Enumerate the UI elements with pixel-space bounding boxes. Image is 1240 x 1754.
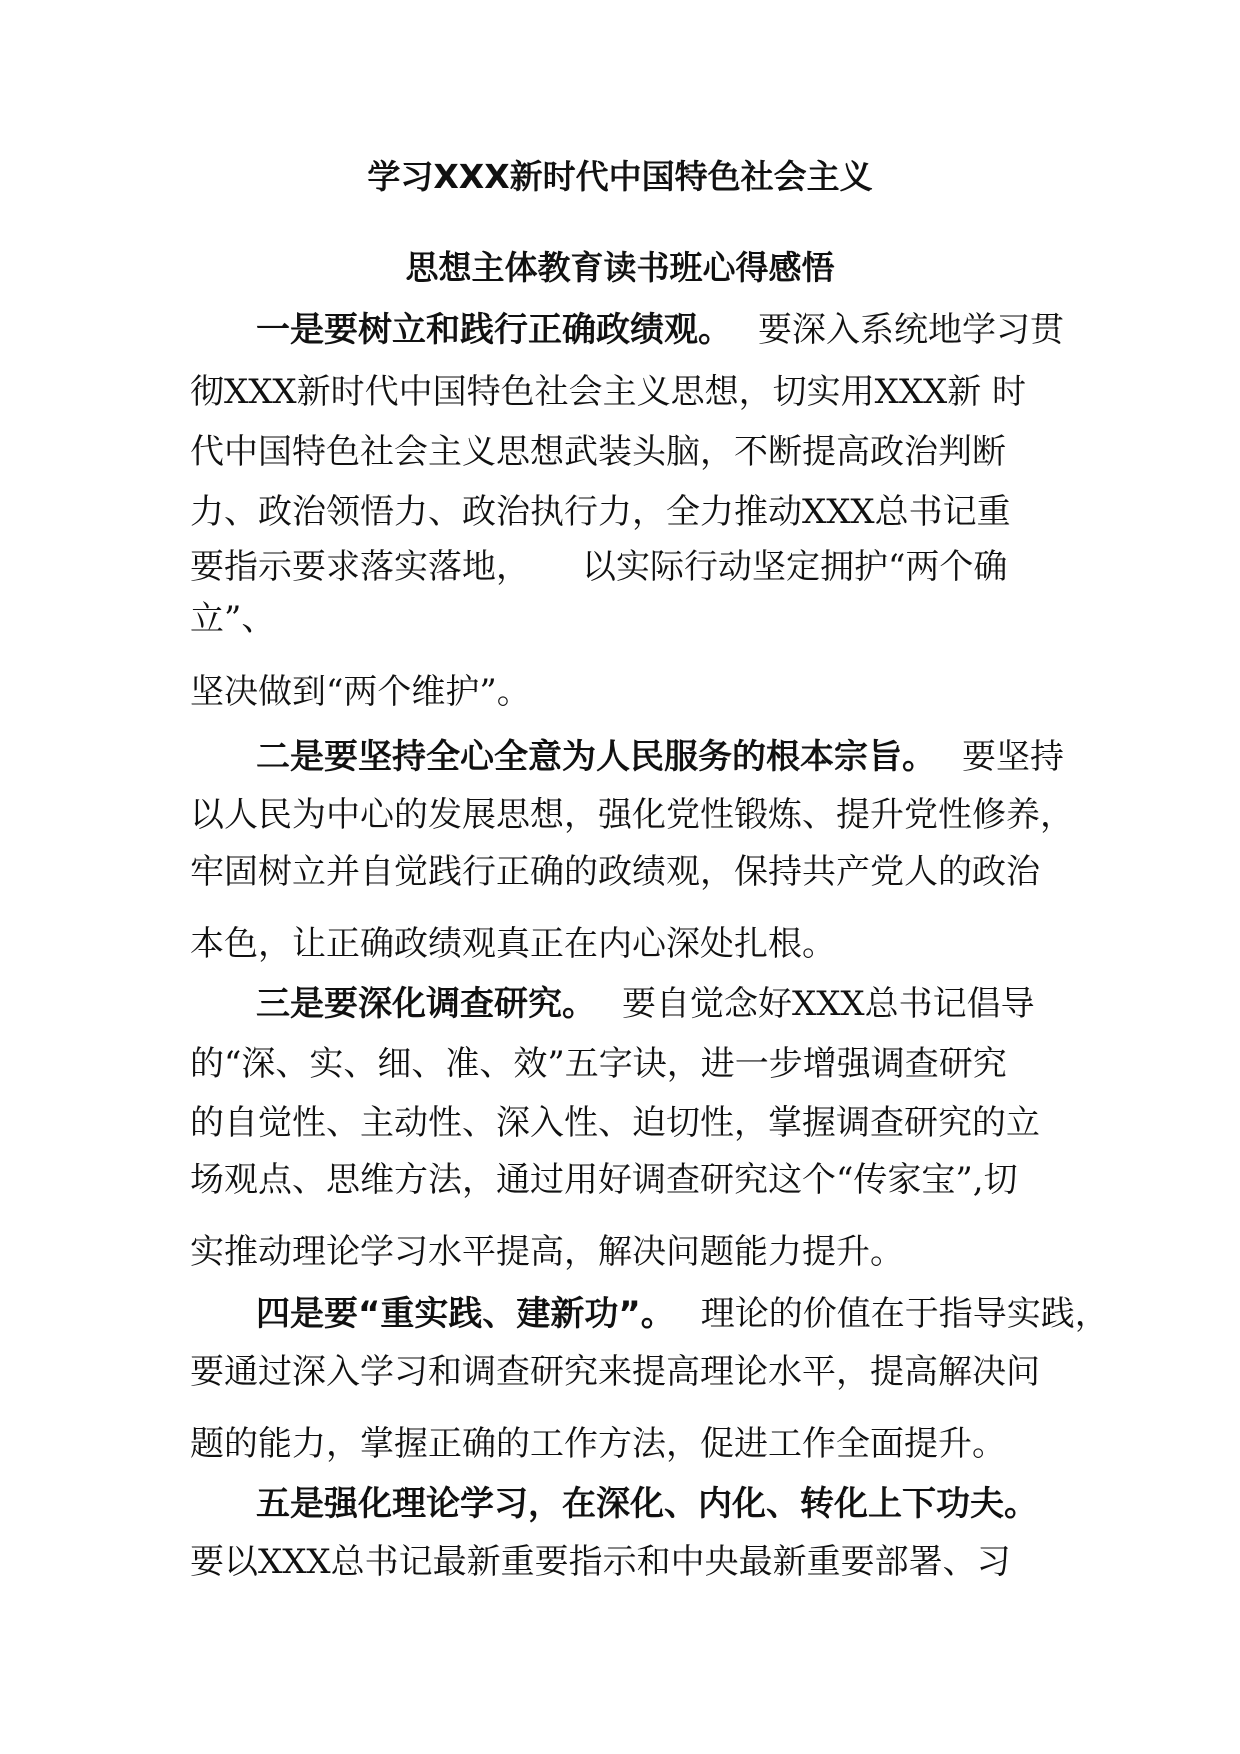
paragraph-3-line-3: 的自觉性、主动性、深入性、迫切性，掌握调查研究的立 bbox=[190, 1103, 1040, 1143]
paragraph-3-line-4: 场观点、思维方法，通过用好调查研究这个“传家宝”,切 bbox=[190, 1160, 1018, 1200]
paragraph-1-line-5 bbox=[190, 545, 1007, 589]
document-title-line-2: 思想主体教育读书班心得感悟 bbox=[405, 248, 835, 287]
paragraph-1-line-3: 代中国特色社会主义思想武装头脑，不断提高政治判断 bbox=[190, 432, 1006, 472]
paragraph-3-line-1 bbox=[256, 982, 1035, 1026]
paragraph-4-line-3: 题的能力，掌握正确的工作方法，促进工作全面提升。 bbox=[190, 1424, 1006, 1464]
paragraph-1-line-5-a: 要指示要求落实落地， bbox=[190, 547, 530, 587]
paragraph-4-line-2: 要通过深入学习和调查研究来提高理论水平，提高解决问 bbox=[190, 1352, 1040, 1392]
paragraph-4-lead: 四是要“重实践、建新功”。 bbox=[256, 1294, 675, 1334]
paragraph-2-line-4: 本色，让正确政绩观真正在内心深处扎根。 bbox=[190, 924, 836, 964]
paragraph-1-line-6: 立”、 bbox=[190, 599, 276, 639]
paragraph-3-lead: 三是要深化调查研究。 bbox=[256, 984, 596, 1024]
paragraph-2-text: 要坚持 bbox=[962, 737, 1064, 777]
paragraph-5-lead: 五是强化理论学习，在深化、内化、转化上下功夫。 bbox=[256, 1484, 1038, 1524]
paragraph-5-line-1 bbox=[256, 1482, 1038, 1526]
paragraph-3-line-2: 的“深、实、细、准、效”五字诀，进一步增强调查研究 bbox=[190, 1044, 1007, 1084]
paragraph-1-line-1 bbox=[256, 308, 1064, 352]
paragraph-4-line-1 bbox=[256, 1292, 1109, 1336]
document-title-line-1: 学习XXX新时代中国特色社会主义 bbox=[367, 157, 873, 196]
paragraph-5-line-2: 要以XXX总书记最新重要指示和中央最新重要部署、习 bbox=[190, 1542, 1011, 1582]
paragraph-4-text: 理论的价值在于指导实践， bbox=[700, 1294, 1109, 1334]
paragraph-3-text: 要自觉念好XXX总书记倡导 bbox=[622, 984, 1035, 1024]
paragraph-2-line-2: 以人民为中心的发展思想，强化党性锻炼、提升党性修养， bbox=[190, 795, 1074, 835]
paragraph-2-line-1 bbox=[256, 735, 1064, 779]
paragraph-1-lead: 一是要树立和践行正确政绩观。 bbox=[256, 310, 732, 350]
paragraph-1-line-4: 力、政治领悟力、政治执行力，全力推动XXX总书记重 bbox=[190, 492, 1011, 532]
paragraph-1-line-2: 彻XXX新时代中国特色社会主义思想，切实用XXX新 时 bbox=[190, 372, 1027, 412]
paragraph-1-line-7: 坚决做到“两个维护”。 bbox=[190, 672, 531, 712]
paragraph-1-text: 要深入系统地学习贯 bbox=[758, 310, 1064, 350]
paragraph-3-line-5: 实推动理论学习水平提高，解决问题能力提升。 bbox=[190, 1232, 904, 1272]
paragraph-2-line-3: 牢固树立并自觉践行正确的政绩观，保持共产党人的政治 bbox=[190, 852, 1040, 892]
paragraph-1-line-5-b: 以实际行动坚定拥护“两个确 bbox=[582, 547, 1008, 587]
paragraph-2-lead: 二是要坚持全心全意为人民服务的根本宗旨。 bbox=[256, 737, 936, 777]
